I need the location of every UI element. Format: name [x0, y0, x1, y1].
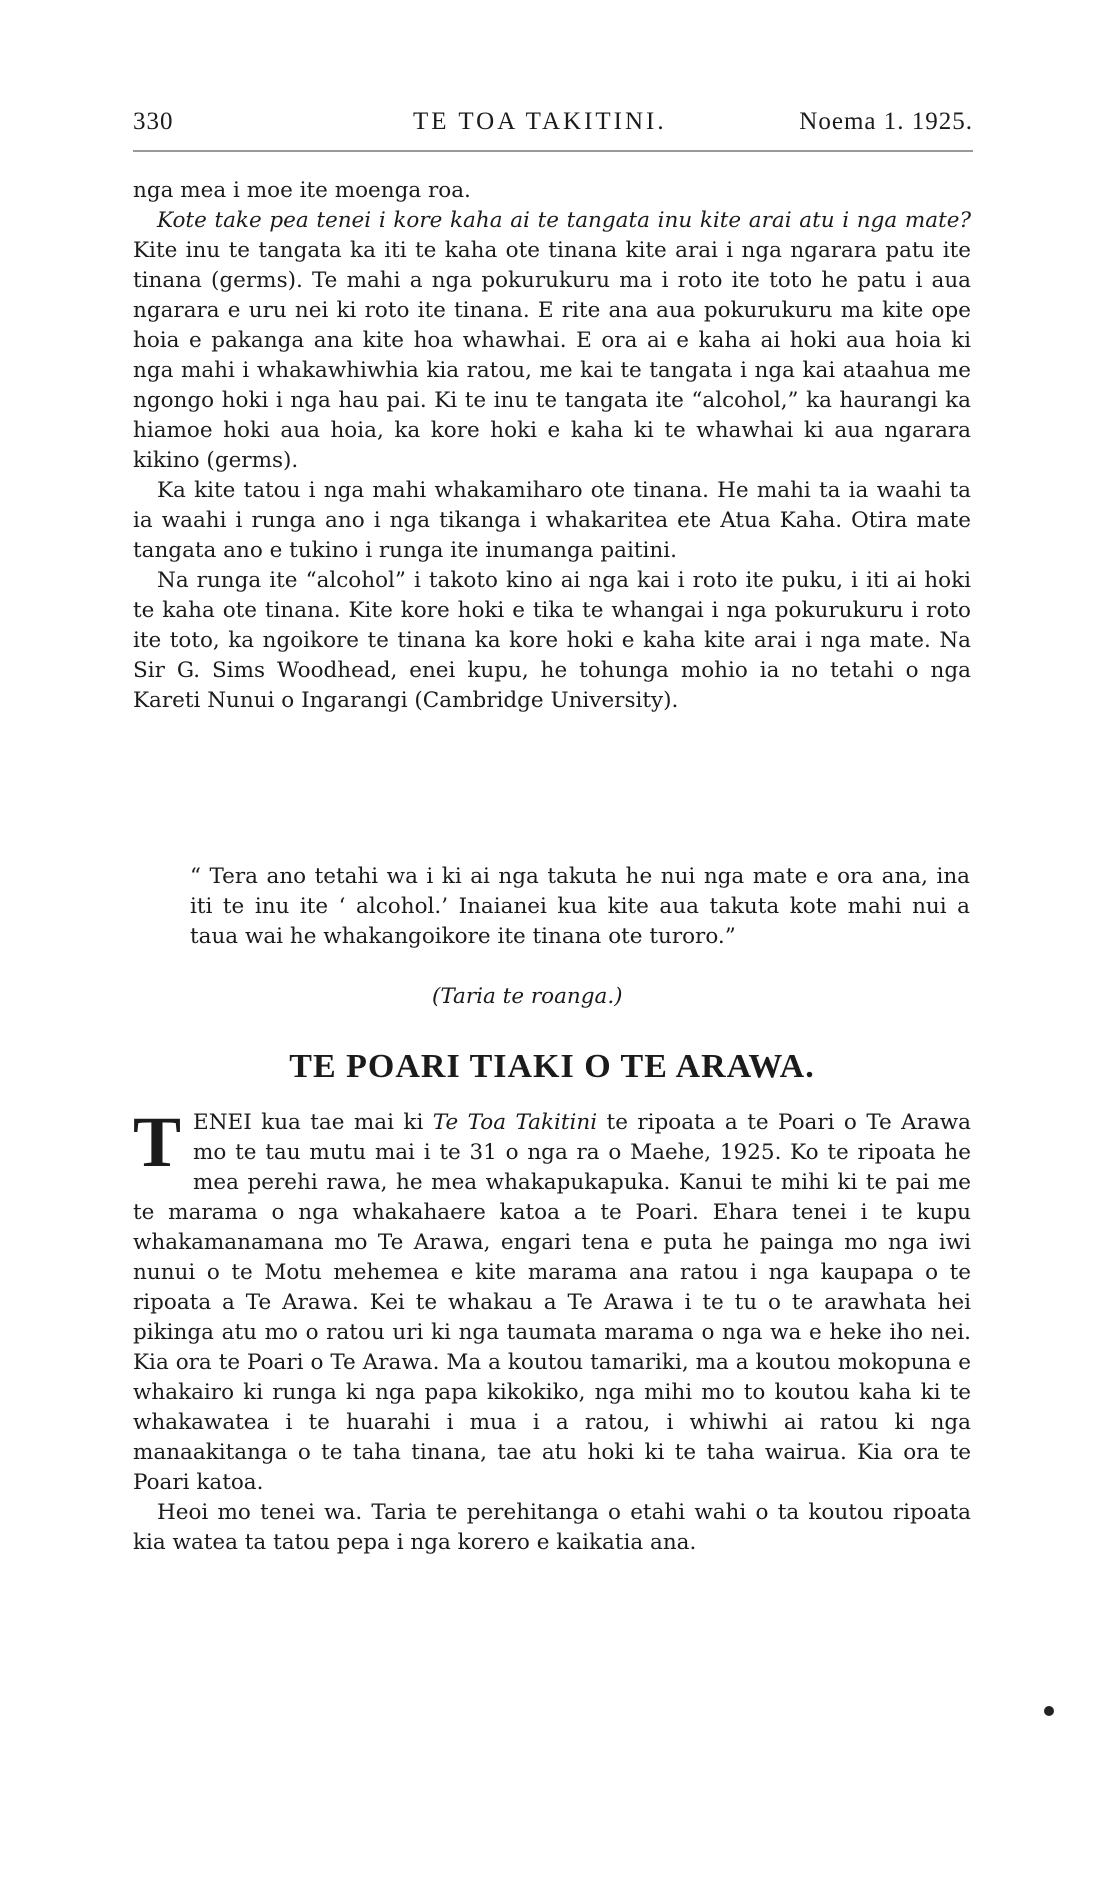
running-header: [133, 108, 973, 144]
article-p1-rest: te ripoata a te Poari o Te Arawa mo te tau mutu mai i te 31 o nga ra o Maehe, 1925. Ko te ripoata he mea perehi rawa, he mea whakapukapuka. Kanui te mihi ki te pai me te marama o nga whakahaere katoa a te Poari. Ehara tenei i te kupu whakamanamana mo Te Arawa, engari tena e puta he painga mo nga iwi nunui o te Motu mehemea e kite marama ana ratou i nga kaupapa o te ripoata a Te Arawa. Kei te whakau a Te Arawa i te tu o te arawhata hei pikinga atu mo o ratou uri ki nga taumata marama o nga wa e heke iho nei. Kia ora te Poari o Te Arawa. Ma a koutou tamariki, ma a koutou mokopuna e whakairo ki runga ki nga papa kikokiko, nga mihi mo to koutou kaha ki te whakawatea i te huarahi i mua i a ratou, i whiwhi ai ratou ki nga manaakitanga o te taha tinana, tae atu hoki ki te taha wairua. Kia ora te Poari katoa.: [133, 1110, 971, 1495]
journal-title: TE TOA TAKITINI.: [413, 108, 667, 135]
paragraph-germs-text: Kite inu te tangata ka iti te kaha ote tinana kite arai i nga ngarara patu ite tinana (germs). Te mahi a nga pokurukuru ma i roto ite toto he patu i aua ngarara e uru nei ki roto ite tinana. E rite ana aua pokurukuru ma kite ope hoia e pakanga ana kite hoa whawhai. E ora ai e kaha ai hoki aua hoia ki nga mahi i whakawhiwhia kia ratou, me kai te tangata i nga kai ataahua me ngongo hoki i nga hau pai. Ki te inu te tangata ite “alcohol,” ka haurangi ka hiamoe hoki aua hoia, ka kore hoki e kaha ki te whawhai ki aua ngarara kikino (germs).: [133, 238, 971, 473]
paragraph-germs: [133, 206, 971, 476]
page-number: 330: [133, 108, 174, 135]
italic-question: Kote take pea tenei i kore kaha ai te tangata inu kite arai atu i nga mate?: [157, 208, 971, 233]
continued-article: [133, 176, 971, 716]
drop-cap: T: [133, 1102, 182, 1182]
article-paragraph-1: [133, 1102, 971, 1498]
paragraph-alcohol: Na runga ite “alcohol” i takoto kino ai nga kai i roto ite puku, i iti ai hoki te kaha ote tinana. Kite kore hoki e tika te whangai i nga pokurukuru i roto ite toto, ka ngoikore te tinana ka kore hoki e kaha kite arai i nga mate. Na Sir G. Sims Woodhead, enei kupu, he tohunga mohio ia no tetahi o nga Kareti Nunui o Ingarangi (Cambridge University).: [133, 568, 971, 713]
bullet-mark: [1044, 1706, 1054, 1716]
block-quote: [190, 862, 970, 952]
to-be-continued: (Taria te roanga.): [432, 984, 623, 1009]
article-p1-start: ENEI kua tae mai ki: [193, 1110, 433, 1135]
continued-line: nga mea i moe ite moenga roa.: [133, 178, 471, 203]
paragraph-body-works: Ka kite tatou i nga mahi whakamiharo ote tinana. He mahi ta ia waahi ta ia waahi i runga ano i nga tikanga i whakaritea ete Atua Kaha. Otira mate tangata ano e tukino i runga ite inumanga paitini.: [133, 478, 971, 563]
quote-text: “ Tera ano tetahi wa i ki ai nga takuta he nui nga mate e ora ana, ina iti te inu ite ‘ alcohol.’ Inaianei kua kite aua takuta kote mahi nui a taua wai he whakangoikore ite tinana ote turoro.”: [190, 864, 970, 949]
header-divider: [133, 150, 973, 152]
issue-date: Noema 1. 1925.: [799, 108, 973, 135]
article-paragraph-2: Heoi mo tenei wa. Taria te perehitanga o etahi wahi o ta koutou ripoata kia watea ta tatou pepa i nga korero e kaikatia ana.: [133, 1500, 971, 1555]
article-body: [133, 1102, 971, 1558]
article-title: TE POARI TIAKI O TE ARAWA.: [289, 1048, 815, 1085]
journal-name-italic: Te Toa Takitini: [432, 1110, 598, 1135]
